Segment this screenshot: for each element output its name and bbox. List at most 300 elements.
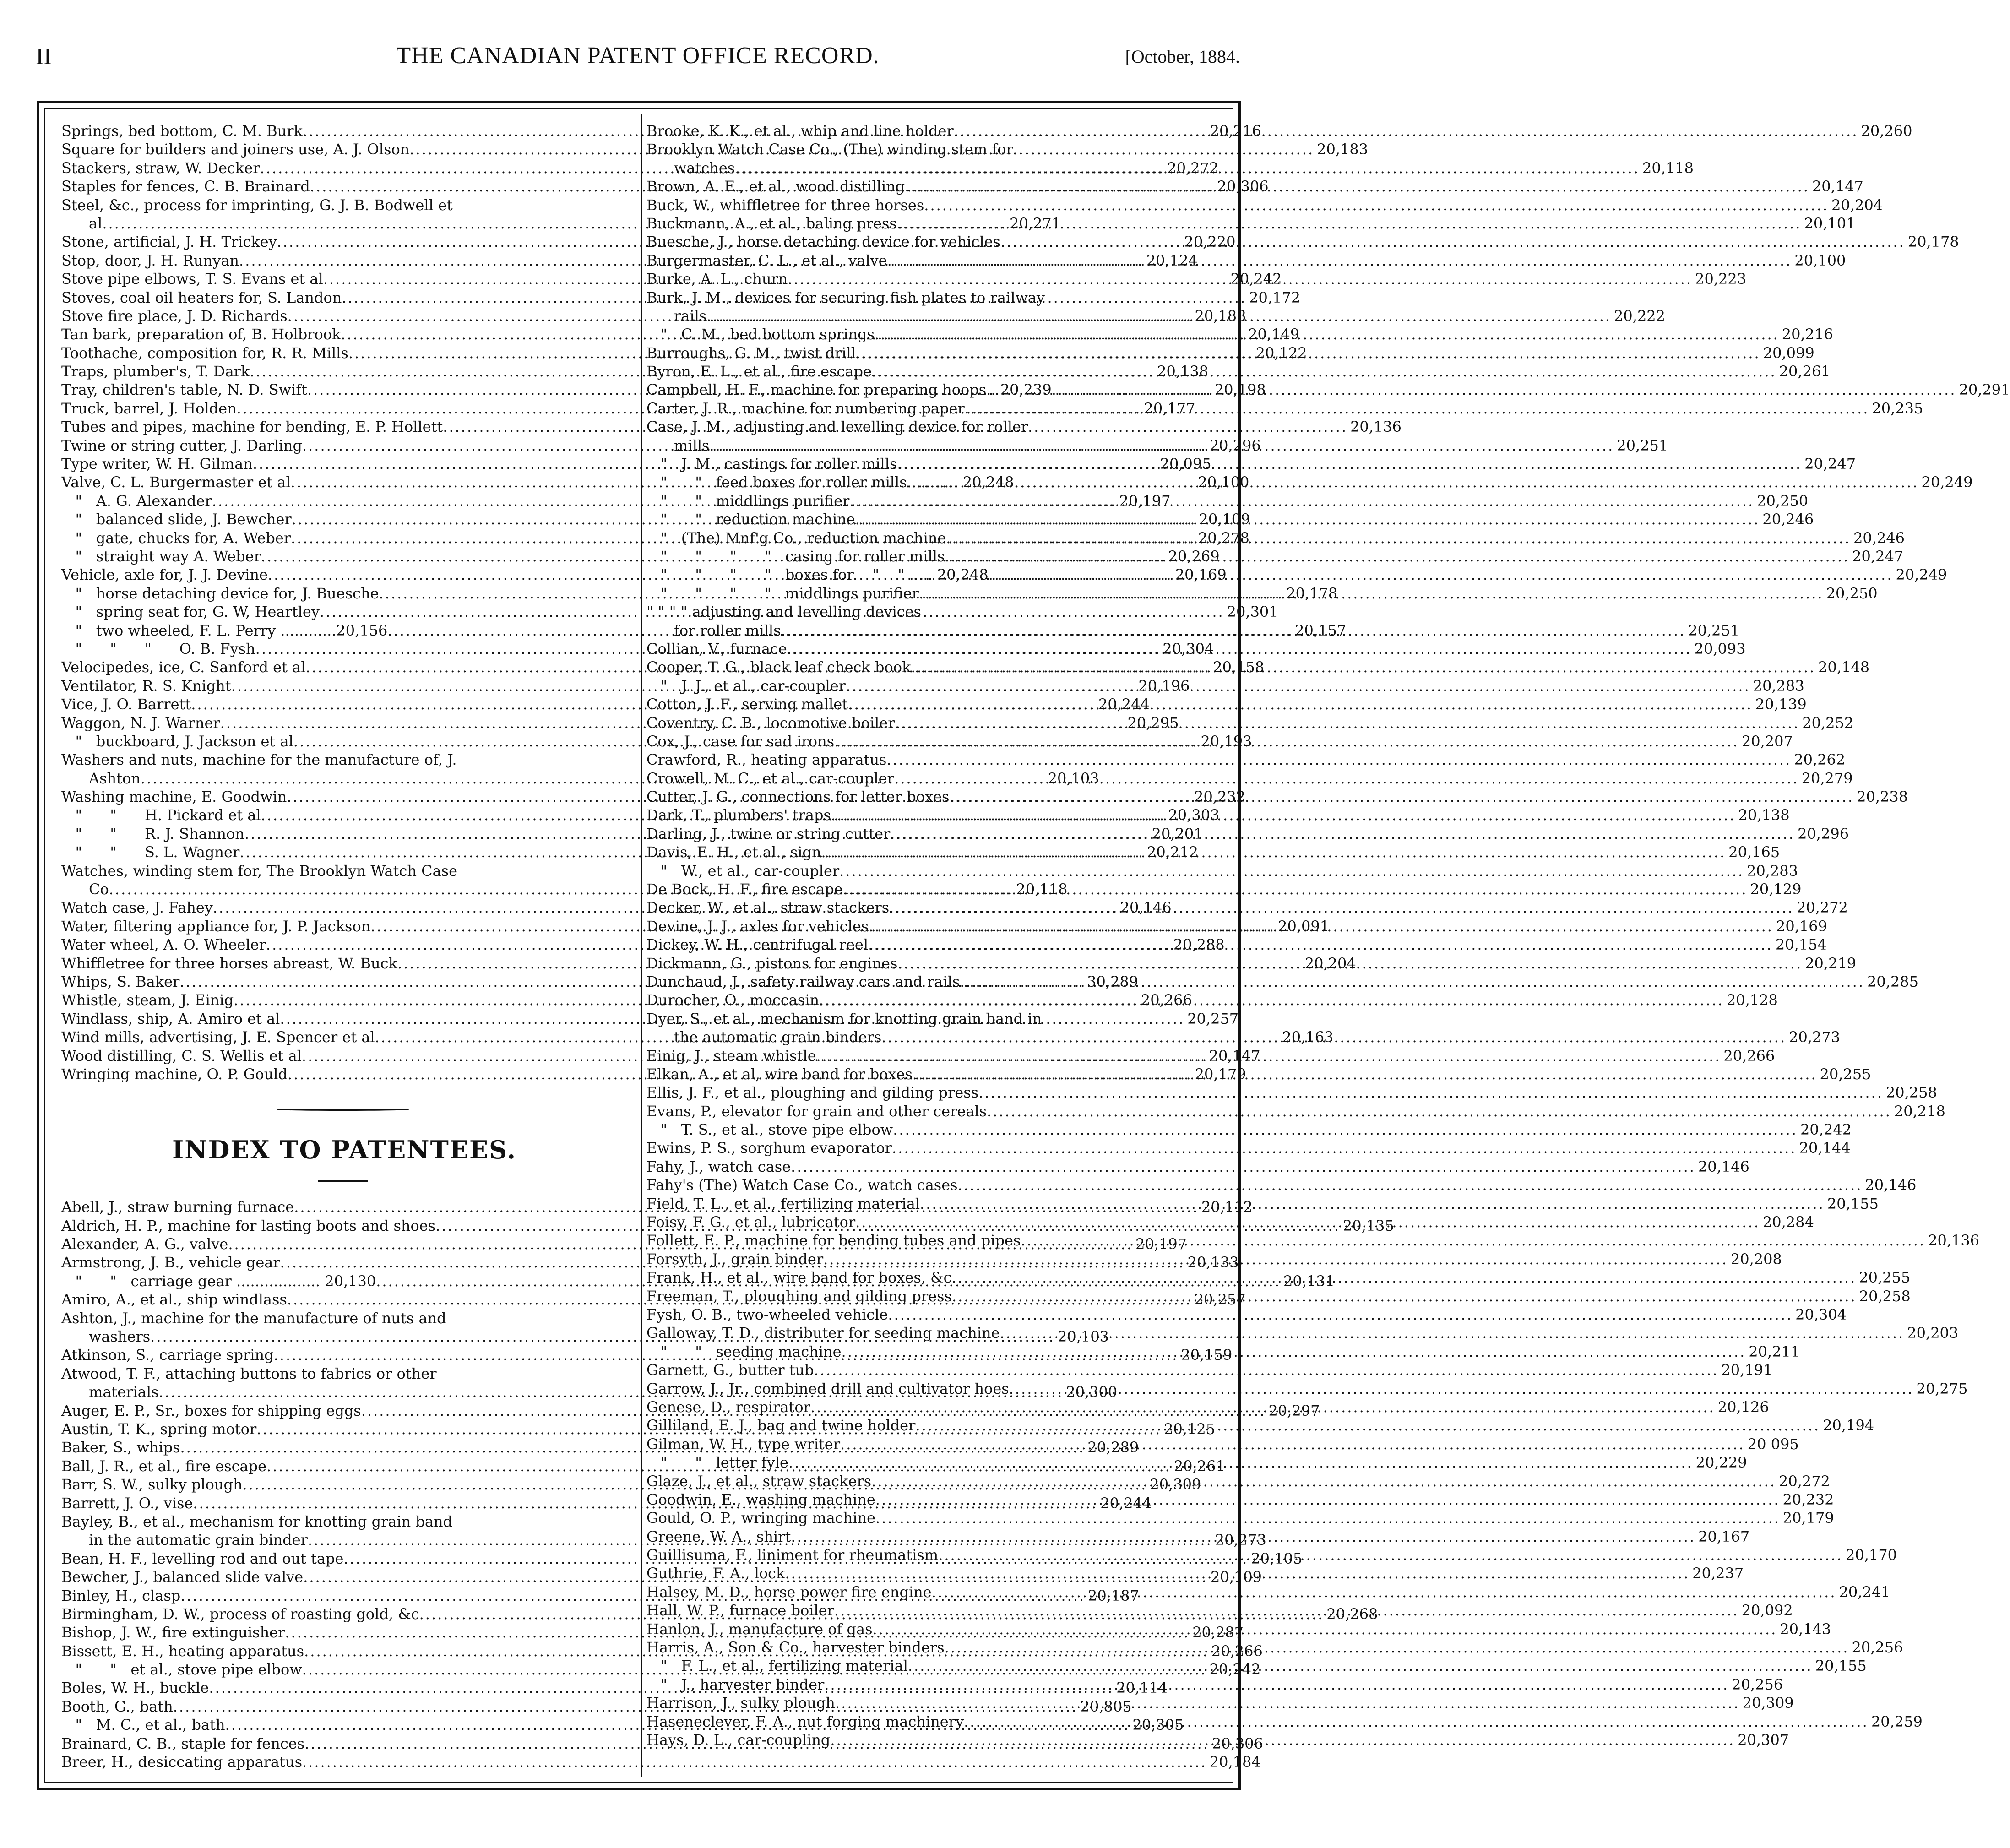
leader-dots — [791, 1158, 1695, 1176]
leader-dots — [816, 1047, 1721, 1065]
leader-dots — [908, 1657, 1813, 1675]
leader-dots — [706, 307, 1611, 325]
entry-text: Haseneclever, F. A., nut forging machinery — [646, 1712, 964, 1730]
entry-text: " J. M., castings for roller mills — [646, 455, 897, 473]
entry-text: Darling, J., twine or string cutter — [646, 825, 891, 842]
patent-number: 20,101 — [1804, 214, 1856, 232]
patent-number: 20,229 — [1695, 1454, 1747, 1472]
leader-dots — [954, 122, 1858, 140]
leader-dots — [946, 529, 1851, 547]
leader-dots — [840, 1435, 1745, 1453]
patent-number: 20,193 — [1201, 732, 1252, 750]
patent-number: 20,146 — [1865, 1176, 1917, 1194]
entry-text: Water, filtering appliance for, J. P. Jackson — [61, 917, 371, 935]
patent-number: 20,271 — [1010, 214, 1061, 232]
leader-dots — [952, 1287, 1857, 1305]
patent-number: 20,109 — [1210, 1568, 1262, 1586]
entry-text: Brown, A. E., et al., wood distilling — [646, 178, 905, 196]
entry-text: Stove pipe elbows, T. S. Evans et al — [61, 270, 323, 288]
entry-text: Fahy, J., watch case — [646, 1158, 791, 1175]
patent-number: 20,805 — [1080, 1697, 1132, 1715]
patent-number: 20,216 — [1782, 326, 1833, 343]
patent-number: 20,269 — [1168, 547, 1220, 565]
leader-dots — [839, 862, 1744, 880]
patent-number: 20,261 — [1779, 363, 1831, 380]
patent-number: 20,201 — [1152, 825, 1203, 842]
entry-text: Evans, P., elevator for grain and other cereals — [646, 1102, 987, 1120]
entry-text: Watch case, J. Fahey — [61, 899, 213, 917]
entry-text: Armstrong, J. B., vehicle gear — [61, 1254, 280, 1272]
patent-number: 20,114 — [1116, 1679, 1168, 1697]
index-entry — [61, 1753, 1261, 1771]
entry-text: Galloway, T. D., distributer for seeding machine — [646, 1324, 1000, 1342]
entry-text: Devine, J. J., axles for vehicles — [646, 917, 869, 935]
patent-number: 20,194 — [1823, 1417, 1874, 1435]
patent-number: 20,155 — [1827, 1195, 1879, 1212]
index-entry — [646, 825, 1849, 843]
leader-dots — [920, 1195, 1825, 1213]
entry-text: " A. G. Alexander — [61, 492, 212, 510]
entry-text: Crawford, R., heating apparatus — [646, 751, 887, 769]
patent-number: 20,093 — [1694, 640, 1746, 658]
patent-number: 20,147 — [1812, 178, 1863, 196]
patent-number: 20,198 — [1214, 381, 1266, 399]
leader-dots — [964, 1712, 1869, 1731]
entry-text: Burk, J. M., devices for securing fish plates to railway — [646, 288, 1045, 306]
patent-number: 20,169 — [1175, 566, 1227, 584]
patent-number: 20,138 — [1157, 363, 1209, 380]
leader-dots — [951, 1268, 1856, 1287]
leader-dots — [834, 1601, 1739, 1620]
entry-text: Springs, bed bottom, C. M. Burk — [61, 122, 303, 140]
entry-text: " F. L., et al., fertilizing material — [646, 1657, 908, 1675]
patent-number: 20,297 — [1268, 1402, 1320, 1419]
leader-dots — [873, 1620, 1777, 1638]
entry-text: Staples for fences, C. B. Brainard — [61, 178, 310, 196]
entry-text: Freeman, T., ploughing and gilding press — [646, 1287, 952, 1305]
entry-text: " two wheeled, F. L. Perry ............20,156 — [61, 621, 388, 639]
leader-dots — [949, 788, 1854, 806]
leader-dots — [788, 1453, 1693, 1472]
patent-number: 20,287 — [1192, 1624, 1244, 1641]
leader-dots — [945, 1638, 1849, 1657]
entry-text: Alexander, A. G., valve — [61, 1235, 228, 1253]
entry-text: Bishop, J. W., fire extinguisher — [61, 1624, 285, 1641]
entry-text: " spring seat for, G. W, Heartley — [61, 603, 320, 621]
patent-number: 20,118 — [1642, 159, 1694, 177]
index-entry — [646, 862, 1798, 880]
entry-text: Traps, plumber's, T. Dark — [61, 363, 250, 380]
index-entry — [646, 1416, 1874, 1435]
entry-text: Carter, J. R., machine for numbering paper — [646, 399, 965, 417]
index-entry — [646, 1380, 1968, 1398]
entry-text: Elkan, A., et al, wire band for boxes — [646, 1065, 913, 1083]
patent-number: 20,158 — [1213, 658, 1265, 676]
entry-text: Tray, children's table, N. D. Swift — [61, 381, 307, 399]
entry-text: " " H. Pickard et al — [61, 806, 261, 824]
entry-text: Burroughs, G. M., twist drill — [646, 344, 856, 362]
leader-dots — [843, 880, 1748, 898]
leader-dots — [897, 455, 1802, 473]
index-entry — [646, 1120, 1852, 1139]
patent-number: 20,255 — [1859, 1269, 1911, 1287]
entry-text: Square for builders and joiners use, A. J. Olson — [61, 141, 410, 158]
patent-number: 20,138 — [1738, 806, 1790, 824]
index-entry — [646, 1305, 1847, 1324]
patent-number: 20,262 — [1794, 751, 1846, 769]
patent-number: 20,179 — [1782, 1509, 1834, 1527]
leader-dots — [889, 898, 1794, 917]
leader-dots — [989, 565, 1893, 584]
leader-dots — [835, 1694, 1740, 1712]
leader-dots — [821, 843, 1726, 861]
entry-text: Auger, E. P., Sr., boxes for shipping eggs — [61, 1402, 361, 1419]
leader-dots — [881, 1028, 1786, 1046]
entry-text: " W., et al., car-coupler — [646, 862, 840, 880]
entry-text: Wood distilling, C. S. Wellis et al — [61, 1047, 302, 1065]
entry-text: Burke, A. L., churn — [646, 270, 788, 288]
entry-text: Guillisuma, F., liniment for rheumatism — [646, 1546, 939, 1564]
entry-text: Follett, E. P., machine for bending tubes and pipes — [646, 1232, 1021, 1250]
patent-number: 20,258 — [1859, 1287, 1911, 1305]
entry-text: Greene, W. A., shirt — [646, 1527, 791, 1545]
patent-number: 20,203 — [1907, 1324, 1959, 1342]
patent-number: 20,136 — [1350, 418, 1402, 436]
entry-text: Stop, door, J. H. Runyan — [61, 251, 239, 269]
index-entry — [646, 806, 1790, 824]
entry-text: Atkinson, S., carriage spring — [61, 1346, 274, 1364]
entry-text: Baker, S., whips — [61, 1439, 180, 1457]
leader-dots — [887, 251, 1792, 270]
index-entry — [646, 640, 1746, 658]
index-entry — [646, 565, 1947, 584]
leader-dots — [875, 1509, 1780, 1527]
entry-text: Booth, G., bath — [61, 1697, 173, 1715]
patent-number: 20,177 — [1144, 399, 1195, 417]
patent-number: 20,091 — [1278, 917, 1330, 935]
entry-text: Washers and nuts, machine for the manufacture of, J. — [61, 751, 457, 769]
patent-number: 20,255 — [1820, 1065, 1871, 1083]
patent-number: 20,159 — [1181, 1346, 1233, 1364]
index-entry — [646, 492, 1809, 510]
patent-number: 20,284 — [1762, 1213, 1814, 1231]
entry-text: " " R. J. Shannon — [61, 825, 244, 842]
leader-dots — [869, 917, 1773, 935]
leader-dots — [848, 695, 1753, 713]
patent-number: 20,273 — [1789, 1028, 1841, 1046]
leader-dots — [1021, 1231, 1925, 1250]
entry-text: Barr, S. W., sulky plough — [61, 1476, 243, 1494]
patent-number: 20,129 — [1750, 881, 1802, 898]
entry-text: Decker, W., et al., straw stackers — [646, 899, 890, 917]
patent-number: 20,126 — [1717, 1398, 1769, 1416]
entry-text: Tubes and pipes, machine for bending, E. P. Hollett — [61, 418, 443, 436]
patent-number: 20,218 — [1894, 1102, 1945, 1120]
entry-text: Watches, winding stem for, The Brooklyn Watch Case — [61, 862, 458, 880]
index-entry — [646, 695, 1807, 713]
entry-text: " " " " middlings purifier — [646, 584, 919, 602]
patent-number: 20,154 — [1775, 936, 1827, 954]
leader-dots — [846, 677, 1750, 695]
entry-text-continued: for roller mills — [674, 621, 781, 639]
patent-number: 20,307 — [1738, 1731, 1789, 1749]
entry-text: " T. S., et al., stove pipe elbow — [646, 1121, 893, 1139]
patent-number: 20,219 — [1805, 954, 1857, 972]
patent-number: 20,266 — [1141, 991, 1192, 1009]
section-separator — [61, 1083, 627, 1134]
patent-number: 20,149 — [1248, 326, 1300, 343]
patent-number: 20,260 — [1861, 122, 1912, 140]
leader-dots — [890, 825, 1795, 843]
index-entry — [646, 1694, 1794, 1712]
leader-dots — [1014, 473, 1919, 491]
entry-text: Amiro, A., et al., ship windlass — [61, 1291, 287, 1309]
index-entry — [646, 1453, 1747, 1472]
patent-number: 20,232 — [1782, 1490, 1834, 1508]
patent-number: 20,223 — [1695, 270, 1747, 288]
index-entry — [646, 1102, 1945, 1120]
index-entry — [646, 1472, 1830, 1490]
leader-dots — [302, 1753, 1207, 1771]
patent-number: 20,169 — [1776, 917, 1827, 935]
entry-text: Stove fire place, J. D. Richards — [61, 307, 288, 325]
leader-dots — [872, 362, 1776, 380]
entry-text: Barrett, J. O., vise — [61, 1494, 193, 1512]
index-entry — [646, 750, 1846, 769]
entry-text: " J. J., et al., car-coupler — [646, 677, 846, 695]
entry-text: Steel, &c., process for imprinting, G. J. B. Bodwell et — [61, 196, 453, 214]
patent-number: 20,128 — [1726, 991, 1778, 1009]
patent-number: 20,272 — [1796, 899, 1848, 917]
leader-dots — [987, 1102, 1891, 1120]
index-entry — [646, 843, 1780, 861]
entry-text: Crowell, M. C., et al., car-coupler — [646, 769, 894, 787]
patent-number: 30,289 — [1087, 973, 1139, 990]
leader-dots — [958, 1176, 1863, 1194]
entry-text: " " " " casing for roller mills — [646, 547, 945, 565]
patent-number: 20,295 — [1127, 714, 1179, 732]
entry-text: Whistle, steam, J. Einig — [61, 991, 234, 1009]
entry-text: Atwood, T. F., attaching buttons to fabrics or other — [61, 1364, 437, 1382]
leader-dots — [893, 1120, 1798, 1139]
leader-dots — [978, 1083, 1883, 1102]
leader-dots — [824, 1675, 1729, 1694]
index-entry — [646, 880, 1802, 898]
patent-number: 20,165 — [1728, 843, 1780, 861]
entry-text: Burgermaster, C. L., et al., valve — [646, 251, 887, 269]
entry-text: " " " " boxes for " " ..... 20,248 — [646, 566, 989, 584]
patent-number: 20,125 — [1164, 1420, 1216, 1438]
leader-dots — [886, 750, 1791, 769]
leader-dots — [834, 732, 1739, 750]
patent-number: 20,092 — [1741, 1602, 1793, 1620]
patent-number: 20,197 — [1119, 492, 1171, 510]
entry-text: Windlass, ship, A. Amiro et al — [61, 1010, 280, 1027]
entry-text: Dickmann, G., pistons for engines — [646, 954, 898, 972]
section-title: INDEX TO PATENTEES. — [172, 1135, 517, 1165]
leader-dots — [830, 1731, 1735, 1749]
leader-dots — [855, 510, 1760, 528]
patent-number: 20,305 — [1132, 1716, 1184, 1734]
patent-number: 20,183 — [1317, 141, 1369, 158]
leader-dots — [913, 1065, 1817, 1083]
publication-title: THE CANADIAN PATENT OFFICE RECORD. — [396, 43, 880, 69]
leader-dots — [892, 1139, 1797, 1157]
leader-dots — [875, 325, 1779, 343]
leader-dots — [781, 621, 1685, 640]
leader-dots — [788, 270, 1692, 288]
patent-number: 20,146 — [1120, 899, 1172, 917]
entry-text: Bayley, B., et al., mechanism for knotting grain band — [61, 1512, 453, 1530]
leader-dots — [945, 547, 1849, 565]
entry-text: Birmingham, D. W., process of roasting gold, &c — [61, 1605, 419, 1623]
patent-number: 20,278 — [1198, 529, 1249, 547]
patent-number: 20,259 — [1871, 1712, 1923, 1730]
entry-text: " " " " adjusting and levelling devices — [646, 603, 921, 621]
patent-number: 20,266 — [1723, 1047, 1775, 1065]
leader-dots — [938, 1546, 1843, 1564]
patent-number: 20,112 — [1201, 1198, 1253, 1216]
patent-number: 20,244 — [1100, 1494, 1152, 1512]
index-entry — [646, 1509, 1834, 1527]
leader-dots — [823, 1250, 1728, 1268]
patent-number: 20,100 — [1198, 473, 1249, 491]
index-entry — [646, 973, 1918, 991]
entry-text: Gould, O. P., wringing machine — [646, 1509, 876, 1527]
index-entry — [646, 1231, 1980, 1250]
patent-number: 20,118 — [1016, 881, 1068, 898]
patent-number: 20,109 — [1199, 511, 1250, 528]
index-entry — [646, 455, 1856, 473]
patent-number: 20,167 — [1698, 1527, 1750, 1545]
patent-number: 20,309 — [1150, 1476, 1201, 1494]
leader-dots — [932, 1583, 1836, 1601]
entry-text-continued: rails — [674, 307, 707, 325]
entry-text: Breer, H., desiccating apparatus — [61, 1753, 302, 1771]
entry-text: Gilman, W. H., type writer — [646, 1435, 841, 1453]
leader-dots — [895, 714, 1799, 732]
patent-number: 20,188 — [1195, 307, 1246, 325]
leader-dots — [709, 436, 1614, 455]
index-entry — [646, 898, 1848, 917]
entry-text: " balanced slide, J. Bewcher — [61, 511, 292, 528]
leader-dots — [965, 399, 1869, 418]
entry-text: Velocipedes, ice, C. Sanford et al — [61, 658, 306, 676]
patent-number: 20,247 — [1804, 455, 1856, 473]
patent-number: 20,306 — [1211, 1734, 1263, 1752]
patent-number: 20,212 — [1147, 843, 1198, 861]
patent-number: 20,283 — [1747, 862, 1798, 880]
entry-text: Hanlon, J., manufacture of gas — [646, 1620, 873, 1638]
entry-text: Twine or string cutter, J. Darling — [61, 436, 302, 454]
patent-number: 20,296 — [1209, 436, 1261, 454]
patent-number: 20,272 — [1167, 159, 1219, 177]
entry-text: Cutter, J. G., connections for letter boxes — [646, 788, 950, 806]
patent-number: 20,204 — [1304, 954, 1356, 972]
index-entry — [646, 251, 1846, 270]
entry-text: Halsey, M. D., horse power fire engine — [646, 1583, 932, 1601]
entry-text: Harris, A., Son & Co., harvester binders — [646, 1639, 945, 1657]
entry-text: Frank, H., et al., wire band for boxes, &c — [646, 1269, 952, 1287]
patent-number: 20,252 — [1802, 714, 1854, 732]
entry-text: " " carriage gear .................. 20,130 — [61, 1272, 376, 1290]
entry-text: " straight way A. Weber — [61, 547, 261, 565]
leader-dots — [919, 584, 1824, 603]
leader-dots — [787, 640, 1692, 658]
entry-text: Durocher, O., moccasin — [646, 991, 820, 1009]
entry-text: Brooklyn Watch Case Co., (The) winding stem for — [646, 141, 1013, 158]
entry-text: Gilliland, E. J., bag and twine holder — [646, 1417, 916, 1435]
patent-number: 20,283 — [1753, 677, 1804, 695]
entry-text: Vehicle, axle for, J. J. Devine — [61, 566, 268, 584]
entry-text: Tan bark, preparation of, B. Holbrook — [61, 326, 341, 343]
entry-text: Buck, W., whiffletree for three horses — [646, 196, 924, 214]
leader-dots — [897, 954, 1802, 973]
leader-dots — [791, 1527, 1695, 1546]
entry-text: Bewcher, J., balanced slide valve — [61, 1568, 304, 1586]
leader-dots — [735, 159, 1640, 177]
patent-number: 20,170 — [1845, 1546, 1897, 1564]
patent-number: 20,143 — [1780, 1620, 1831, 1638]
patent-number: 20,296 — [1798, 825, 1849, 842]
patent-number: 20,184 — [1209, 1753, 1261, 1771]
leader-dots — [868, 935, 1773, 954]
entry-text: Brooke, K. K., et al., whip and line holder — [646, 122, 954, 140]
entry-text: Austin, T. K., spring motor — [61, 1420, 257, 1438]
page-number: II — [36, 43, 52, 70]
leader-dots — [1052, 380, 1956, 399]
index-entry — [646, 769, 1853, 788]
entry-text: Washing machine, E. Goodwin — [61, 788, 287, 806]
index-entry — [646, 714, 1854, 732]
patent-number: 20,103 — [1048, 769, 1099, 787]
title-underline — [61, 1166, 627, 1198]
entry-text: Dunchaud, J., safety railway cars and rails — [646, 973, 960, 990]
entry-text: " M. C., et al., bath — [61, 1716, 225, 1734]
entry-text: " " middlings purifier — [646, 492, 850, 510]
entry-text: Buckmann, A., et al., baling press — [646, 214, 897, 232]
patent-number: 20,251 — [1617, 436, 1668, 454]
entry-text: " (The) Mnf'g Co., reduction machine — [646, 529, 946, 547]
entry-text: Dark, T., plumbers' traps — [646, 806, 831, 824]
patent-number: 20,103 — [1057, 1328, 1109, 1346]
entry-text: Ventilator, R. S. Knight — [61, 677, 231, 695]
patent-number: 20,257 — [1187, 1010, 1239, 1027]
patent-number: 20,279 — [1801, 769, 1853, 787]
patent-number: 20,191 — [1721, 1361, 1773, 1379]
entry-text: " " et al., stove pipe elbow — [61, 1661, 302, 1679]
leader-dots — [785, 1564, 1689, 1582]
patent-number: 20,247 — [1852, 547, 1904, 565]
patent-number: 20,258 — [1885, 1084, 1937, 1102]
index-entry — [646, 1490, 1834, 1509]
entry-text: " C. M., bed bottom springs — [646, 326, 875, 343]
entry-text: Hays, D. L., car-coupling — [646, 1731, 831, 1749]
patent-number: 20,273 — [1215, 1531, 1266, 1549]
entry-text: Valve, C. L. Burgermaster et al — [61, 473, 291, 491]
patent-number: 20,300 — [1066, 1383, 1118, 1401]
patent-number: 20,131 — [1283, 1272, 1335, 1290]
entry-text: Ellis, J. F., et al., ploughing and gilding press — [646, 1084, 979, 1102]
entry-text: Water wheel, A. O. Wheeler — [61, 936, 266, 954]
entry-text: Dickey, W. H., centrifugal reel — [646, 936, 869, 954]
patent-number: 20,204 — [1831, 196, 1883, 214]
entry-text: Bissett, E. H., heating apparatus — [61, 1642, 304, 1660]
leader-dots — [814, 1361, 1719, 1379]
leader-dots — [915, 1416, 1820, 1435]
entry-text: Toothache, composition for, R. R. Mills — [61, 344, 348, 362]
leader-dots — [871, 1472, 1776, 1490]
